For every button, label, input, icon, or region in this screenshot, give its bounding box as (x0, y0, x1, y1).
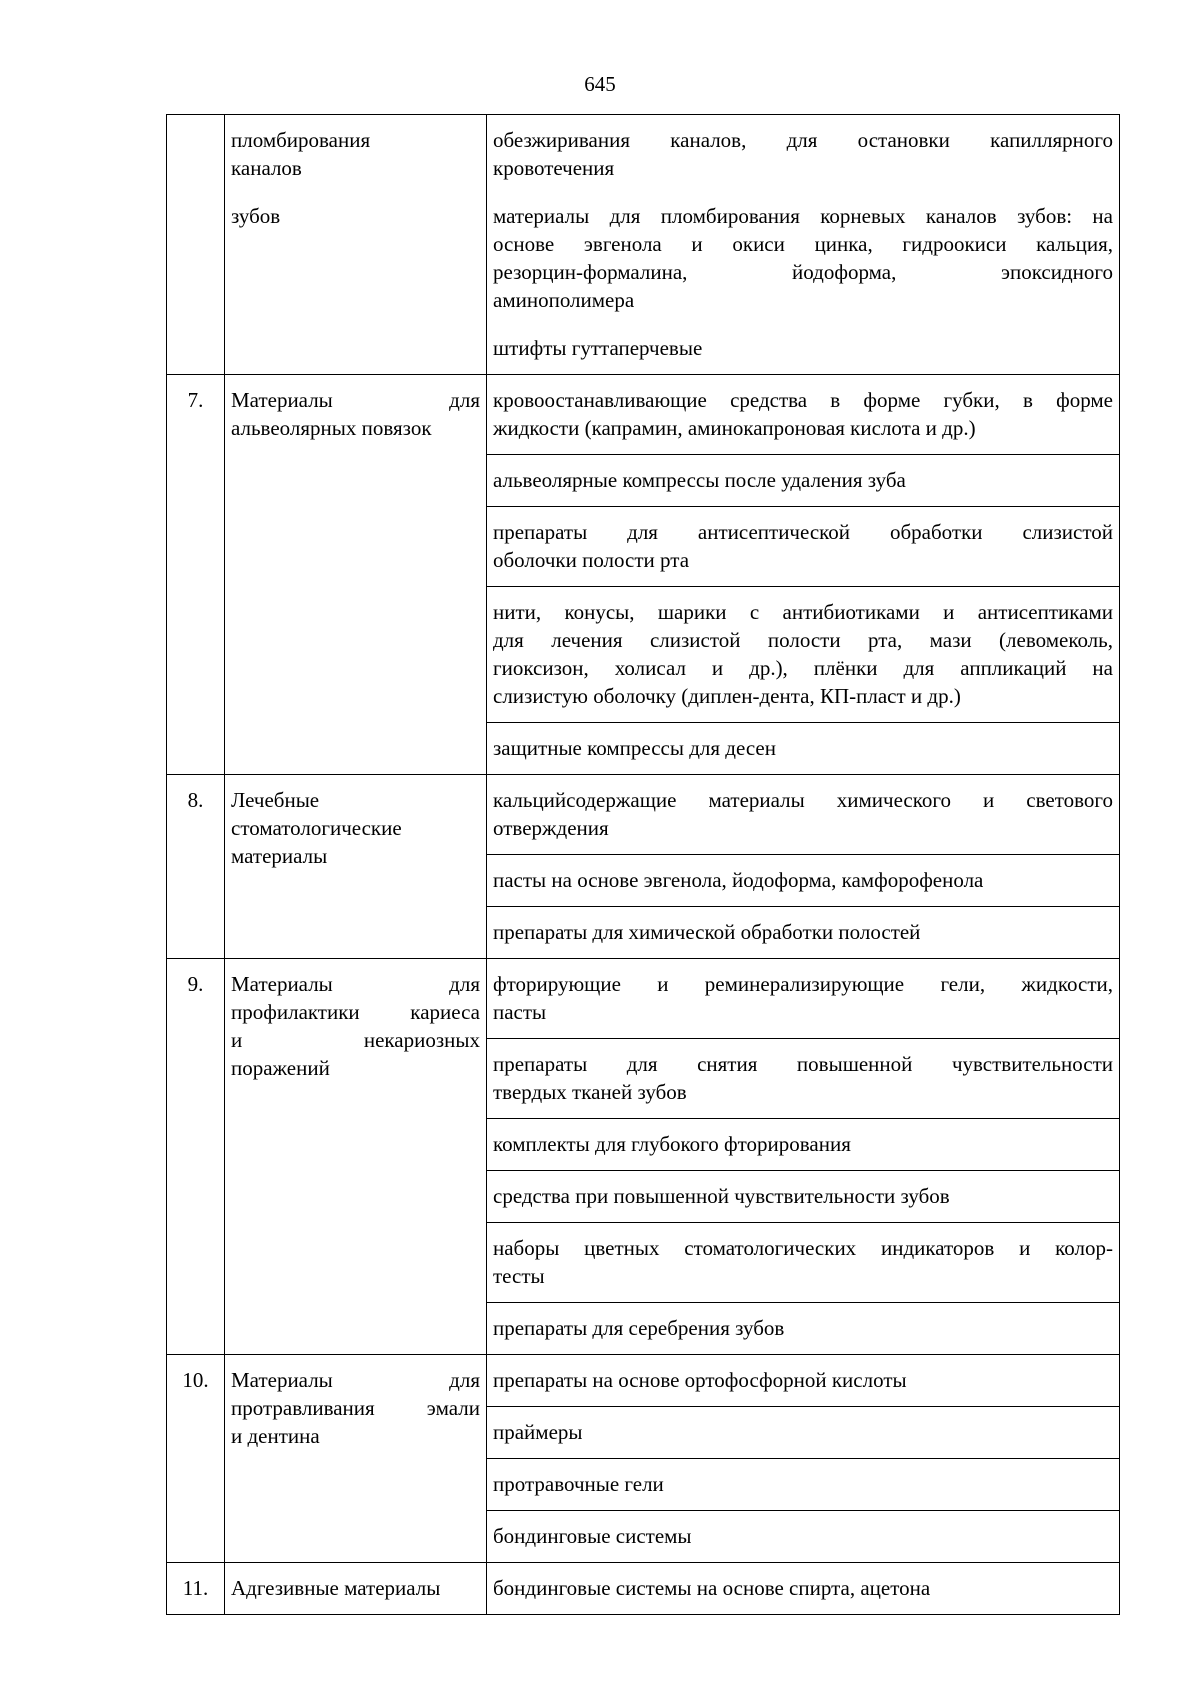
material-description-cell (487, 907, 1120, 959)
desc-line: средства при повышенной чувствительности зубов (493, 1184, 950, 1208)
desc-line: фторирующие и реминерализирующие гели, жидкости, (493, 972, 1113, 996)
desc-line: гиоксизон, холисал и др.), плёнки для аппликаций на (493, 656, 1113, 680)
name-line: и дентина (231, 1424, 320, 1448)
name-line: каналов (231, 156, 302, 180)
material-description-cell (487, 1407, 1120, 1459)
desc-line: жидкости (капрамин, аминокапроновая кислота и др.) (493, 416, 976, 440)
desc-line: обезжиривания каналов, для остановки капиллярного (493, 128, 1113, 152)
desc-line: препараты для химической обработки полостей (493, 920, 921, 944)
material-name-cell (225, 115, 487, 375)
name-line: альвеолярных повязок (231, 416, 432, 440)
name-line: Материалы для (231, 1368, 480, 1392)
material-name-cell (225, 959, 487, 1355)
material-description-cell (487, 959, 1120, 1039)
desc-line: пасты на основе эвгенола, йодоформа, камфорофенола (493, 868, 984, 892)
table-row (167, 1355, 1120, 1407)
desc-line: оболочки полости рта (493, 548, 690, 572)
desc-line: кальцийсодержащие материалы химического и светового (493, 788, 1113, 812)
desc-line: препараты для антисептической обработки слизистой (493, 520, 1113, 544)
table-row (167, 959, 1120, 1039)
desc-line: резорцин-формалина, йодоформа, эпоксидного (493, 260, 1113, 284)
desc-line: праймеры (493, 1420, 583, 1444)
table-row (167, 115, 1120, 375)
name-line: Лечебные (231, 788, 320, 812)
name-line: материалы (231, 844, 328, 868)
desc-line: наборы цветных стоматологических индикаторов и колор- (493, 1236, 1113, 1260)
material-description-cell (487, 1223, 1120, 1303)
material-description-cell (487, 1039, 1120, 1119)
desc-line: нити, конусы, шарики с антибиотиками и антисептиками (493, 600, 1113, 624)
name-line: и некариозных (231, 1028, 480, 1052)
material-description-cell (487, 1171, 1120, 1223)
desc-line: твердых тканей зубов (493, 1080, 687, 1104)
desc-line: штифты гуттаперчевые (493, 336, 703, 360)
material-name-cell (225, 1355, 487, 1563)
row-number-cell: 11. (167, 1563, 225, 1615)
material-description-cell (487, 1459, 1120, 1511)
desc-line: альвеолярные компрессы после удаления зуба (493, 468, 906, 492)
desc-line: комплекты для глубокого фторирования (493, 1132, 851, 1156)
desc-line: основе эвгенола и окиси цинка, гидроокиси кальция, (493, 232, 1113, 256)
desc-line: аминополимера (493, 288, 635, 312)
desc-line: защитные компрессы для десен (493, 736, 776, 760)
name-line: зубов (231, 204, 281, 228)
row-number-cell: 8. (167, 775, 225, 959)
table-row (167, 375, 1120, 455)
materials-table (166, 114, 1120, 1615)
material-description-cell (487, 1511, 1120, 1563)
name-line: протравливания эмали (231, 1396, 480, 1420)
material-name-cell (225, 775, 487, 959)
name-line: стоматологические (231, 816, 402, 840)
page-number: 645 (584, 72, 616, 96)
material-name-cell (225, 1563, 487, 1615)
desc-line: бондинговые системы на основе спирта, ацетона (493, 1576, 931, 1600)
material-name-cell (225, 375, 487, 775)
material-description-cell (487, 1563, 1120, 1615)
material-description-cell (487, 1355, 1120, 1407)
material-description-cell (487, 507, 1120, 587)
materials-table-body (167, 115, 1120, 1615)
desc-line: отверждения (493, 816, 609, 840)
name-line: Адгезивные материалы (231, 1576, 441, 1600)
desc-line: препараты для снятия повышенной чувствительности (493, 1052, 1113, 1076)
material-description-cell (487, 855, 1120, 907)
name-line: поражений (231, 1056, 330, 1080)
row-number-cell: 7. (167, 375, 225, 775)
row-number-cell (167, 115, 225, 375)
table-row (167, 1563, 1120, 1615)
name-line: Материалы для (231, 972, 480, 996)
desc-line: слизистую оболочку (диплен-дента, КП-пласт и др.) (493, 684, 961, 708)
desc-line: кровоостанавливающие средства в форме губки, в форме (493, 388, 1113, 412)
row-number-cell: 10. (167, 1355, 225, 1563)
material-description-cell (487, 587, 1120, 723)
name-line: пломбирования (231, 128, 371, 152)
desc-line: протравочные гели (493, 1472, 664, 1496)
name-line: Материалы для (231, 388, 480, 412)
material-description-cell (487, 115, 1120, 375)
table-row (167, 775, 1120, 855)
material-description-cell (487, 1119, 1120, 1171)
desc-line: материалы для пломбирования корневых каналов зубов: на (493, 204, 1113, 228)
desc-line: пасты (493, 1000, 547, 1024)
desc-line: препараты на основе ортофосфорной кислоты (493, 1368, 907, 1392)
material-description-cell (487, 775, 1120, 855)
desc-line: препараты для серебрения зубов (493, 1316, 785, 1340)
row-number-cell: 9. (167, 959, 225, 1355)
material-description-cell (487, 723, 1120, 775)
desc-line: кровотечения (493, 156, 615, 180)
name-line: профилактики кариеса (231, 1000, 480, 1024)
desc-line: для лечения слизистой полости рта, мази (левомеколь, (493, 628, 1113, 652)
material-description-cell (487, 1303, 1120, 1355)
desc-line: тесты (493, 1264, 545, 1288)
desc-line: бондинговые системы (493, 1524, 692, 1548)
material-description-cell (487, 375, 1120, 455)
material-description-cell (487, 455, 1120, 507)
